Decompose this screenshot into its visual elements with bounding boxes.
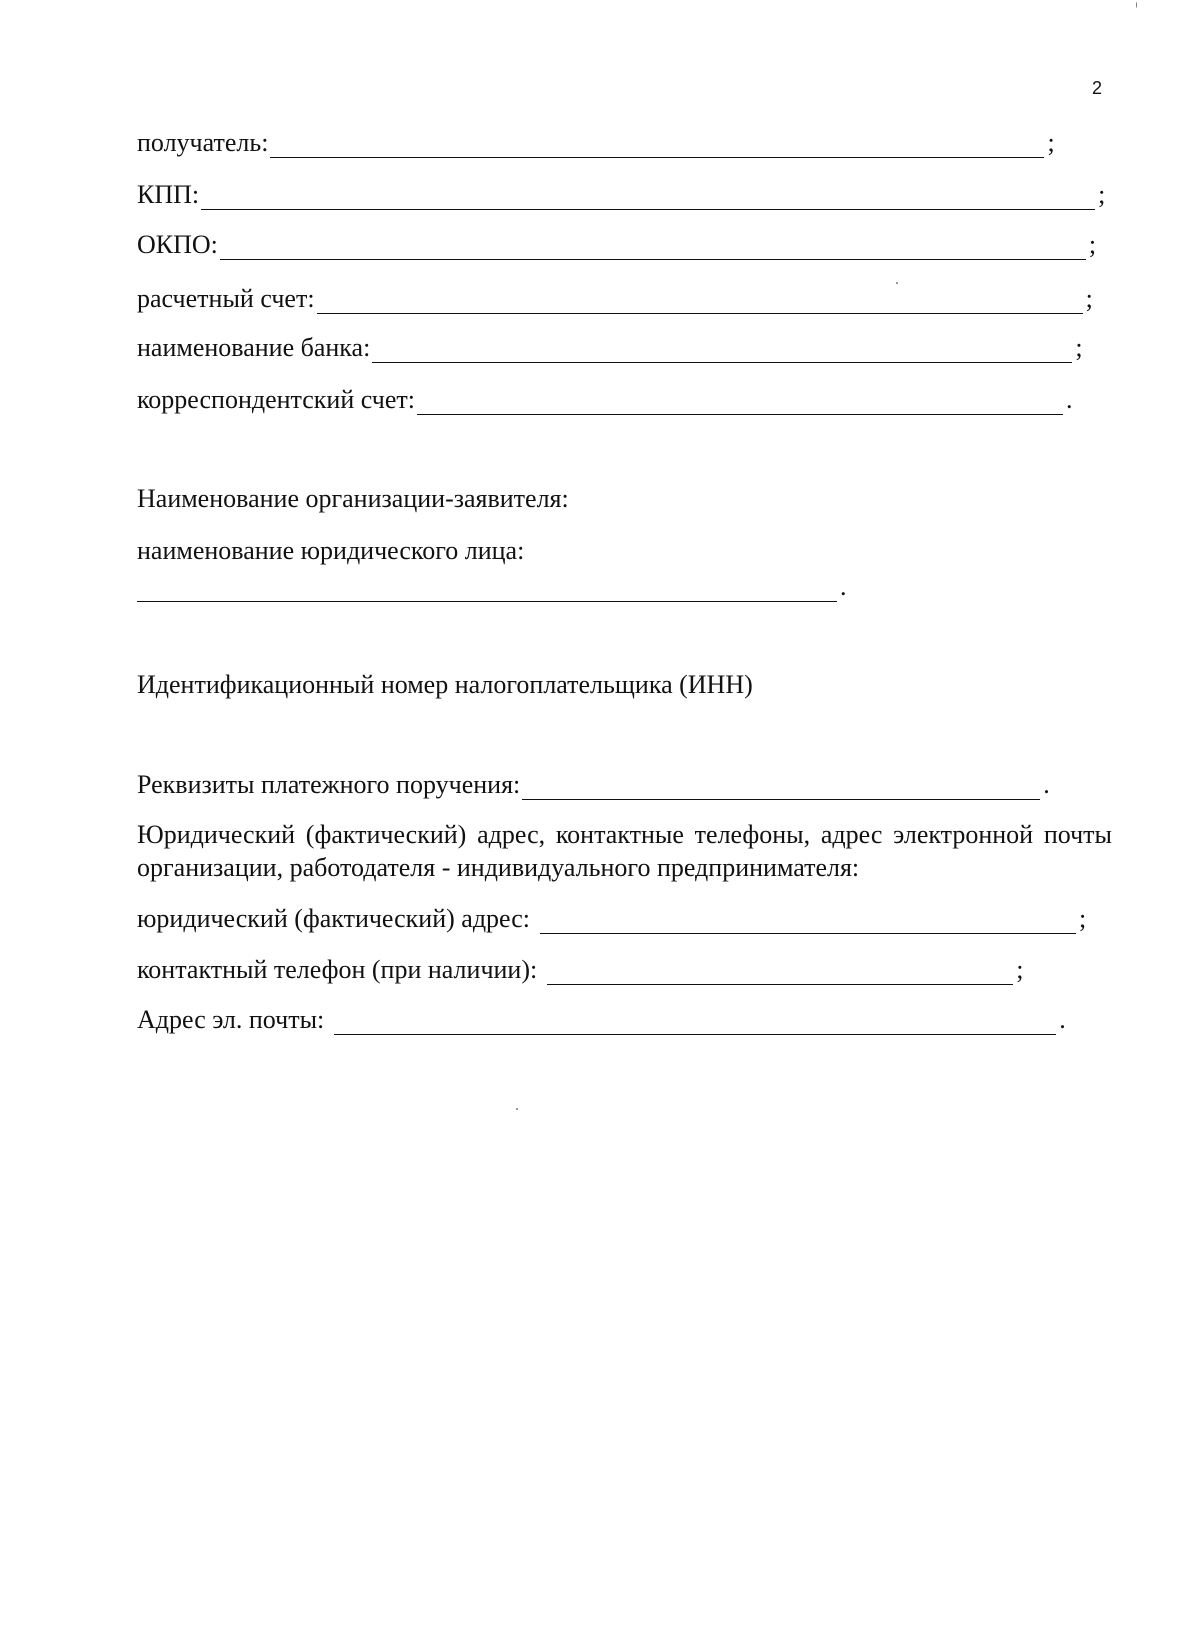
field-label: Адрес эл. почты: [137,1005,325,1034]
field-end: ; [1047,128,1055,157]
field-end: ; [1075,333,1083,362]
field-end: . [840,572,847,601]
field-payment-order [137,770,1050,800]
field-email [137,1005,1066,1035]
field-label: Реквизиты платежного поручения: [137,770,521,799]
scan-speck [896,282,898,284]
field-label: расчетный счет: [137,284,315,313]
fill-in-line[interactable] [317,289,1083,314]
fill-in-line[interactable] [201,185,1095,210]
field-recipient [137,128,1055,158]
field-okpo [137,230,1096,260]
fill-in-line[interactable] [334,1010,1056,1035]
field-end: ; [1098,180,1106,209]
fill-in-line[interactable] [137,577,837,602]
fill-in-line[interactable] [372,338,1072,363]
field-label: наименование банка: [137,333,371,362]
org-heading: Наименование организации-заявителя: [137,484,569,513]
scan-speck [1136,2,1137,8]
field-kpp [137,180,1105,210]
field-legal-address [137,904,1086,934]
fill-in-line[interactable] [540,909,1076,934]
field-end: ; [1016,955,1024,984]
field-label: ОКПО: [137,230,218,259]
page-number: 2 [1092,78,1103,98]
field-correspondent-account [137,385,1072,415]
field-end: . [1043,770,1050,799]
scan-speck [516,1108,518,1110]
field-label: получатель: [137,128,269,157]
field-end: ; [1088,230,1097,259]
field-label: КПП: [137,180,200,209]
fill-in-line[interactable] [547,960,1013,985]
field-label: корреспондентский счет: [137,385,415,414]
fill-in-line[interactable] [522,775,1040,800]
fill-in-line[interactable] [220,235,1086,260]
fill-in-line[interactable] [417,390,1063,415]
field-end: . [1059,1005,1066,1034]
field-end: ; [1079,904,1087,933]
fill-in-line[interactable] [270,133,1044,158]
inn-heading: Идентификационный номер налогоплательщика (ИНН) [137,670,753,699]
field-label: юридический (фактический) адрес: [137,904,530,933]
field-label: контактный телефон (при наличии): [137,955,538,984]
field-end: ; [1085,284,1093,313]
field-end: . [1065,385,1073,414]
field-bank-name [137,333,1083,363]
legal-entity-label: наименование юридического лица: [137,536,525,565]
field-settlement-account [137,284,1093,314]
field-contact-phone [137,955,1023,985]
legal-entity-field [137,572,847,602]
address-paragraph: Юридический (фактический) адрес, контактные телефоны, адрес электронной почты организации, работодателя - индивидуального предпринимателя: [137,820,1112,882]
